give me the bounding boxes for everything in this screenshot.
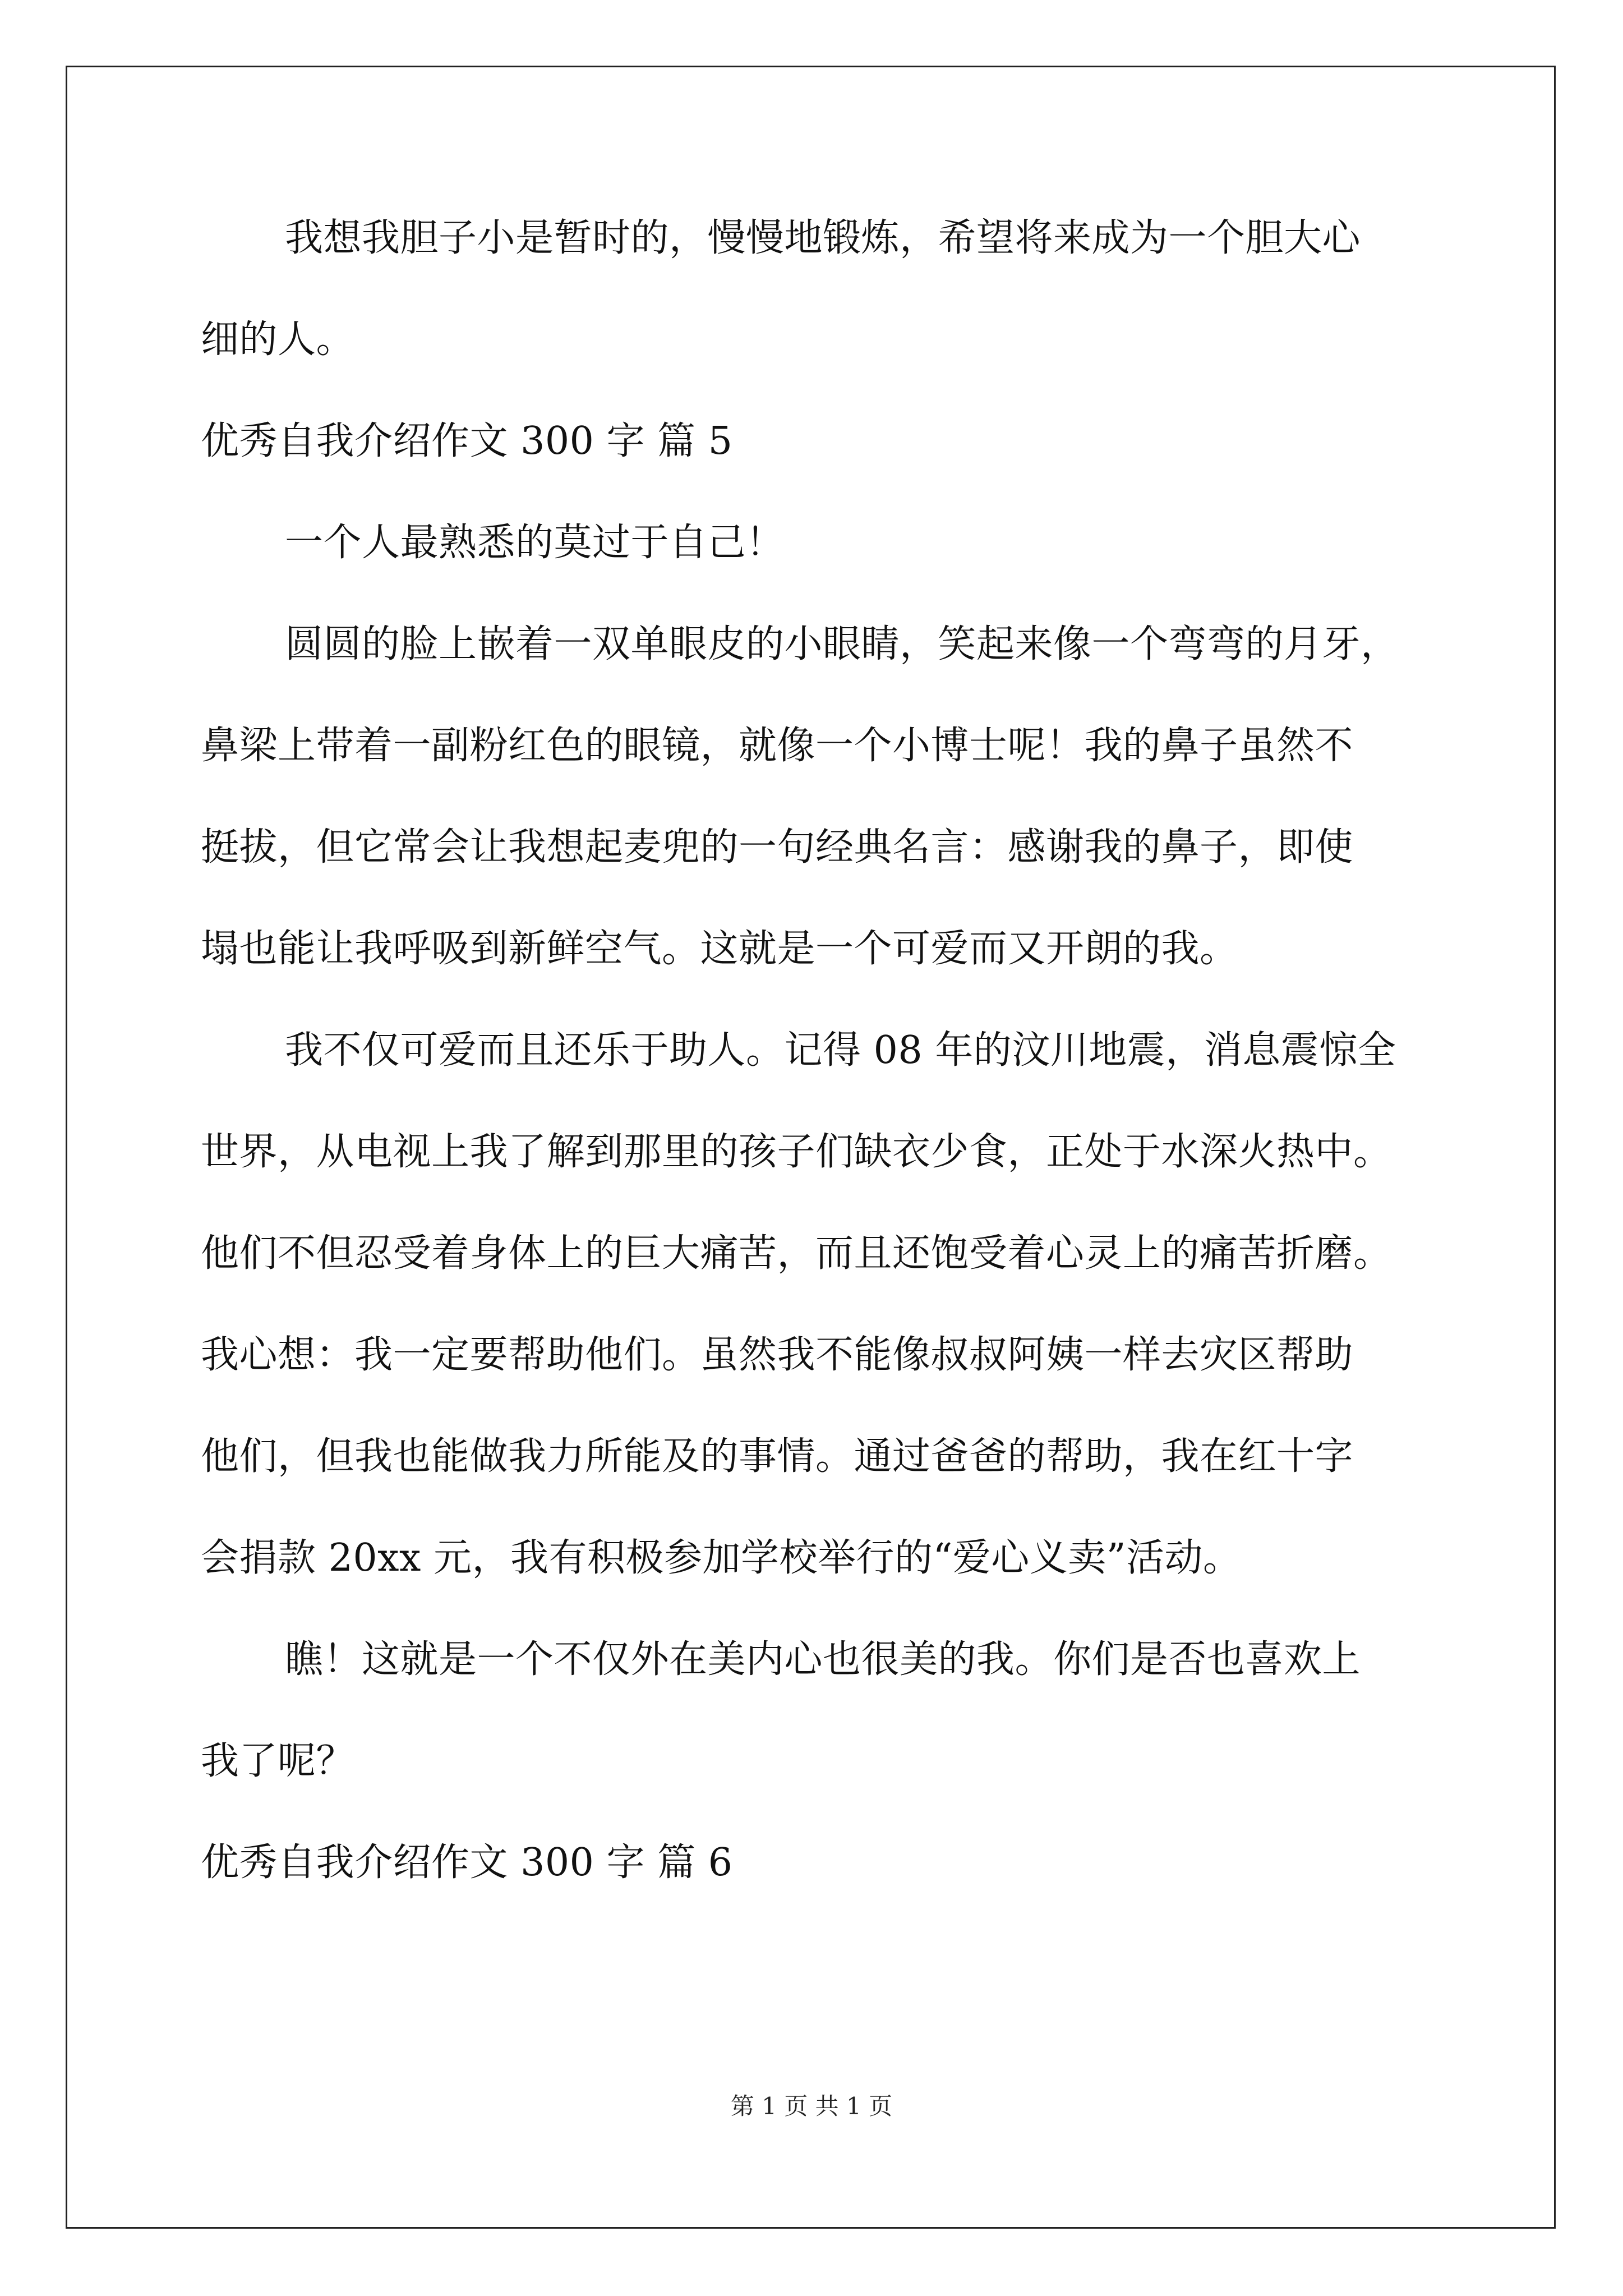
paragraph-line: 瞧！这就是一个不仅外在美内心也很美的我。你们是否也喜欢上 xyxy=(285,1637,1361,1682)
paragraph-line: 会捐款 20xx 元，我有积极参加学校举行的“爱心义卖”活动。 xyxy=(201,1536,1242,1580)
section-heading: 优秀自我介绍作文 300 字 篇 6 xyxy=(201,1841,733,1885)
paragraph-line: 圆圆的脸上嵌着一双单眼皮的小眼睛，笑起来像一个弯弯的月牙， xyxy=(285,622,1399,666)
paragraph-line: 他们，但我也能做我力所能及的事情。通过爸爸的帮助，我在红十字 xyxy=(201,1434,1354,1479)
paragraph-line: 我心想：我一定要帮助他们。虽然我不能像叔叔阿姨一样去灾区帮助 xyxy=(201,1333,1354,1377)
paragraph-line: 塌也能让我呼吸到新鲜空气。这就是一个可爱而又开朗的我。 xyxy=(201,927,1238,971)
paragraph-line: 我想我胆子小是暂时的，慢慢地锻炼，希望将来成为一个胆大心 xyxy=(285,216,1361,260)
paragraph-line: 他们不但忍受着身体上的巨大痛苦，而且还饱受着心灵上的痛苦折磨。 xyxy=(201,1231,1392,1276)
paragraph-line: 挺拔，但它常会让我想起麦兜的一句经典名言：感谢我的鼻子，即使 xyxy=(201,825,1354,869)
paragraph-line: 世界，从电视上我了解到那里的孩子们缺衣少食，正处于水深火热中。 xyxy=(201,1130,1392,1174)
paragraph-line: 我了呢？ xyxy=(201,1739,355,1783)
section-heading: 优秀自我介绍作文 300 字 篇 5 xyxy=(201,419,733,463)
paragraph-line: 一个人最熟悉的莫过于自己！ xyxy=(285,521,785,565)
paragraph-line: 鼻梁上带着一副粉红色的眼镜，就像一个小博士呢！我的鼻子虽然不 xyxy=(201,724,1354,768)
page-footer: 第 1 页 共 1 页 xyxy=(730,2092,893,2120)
paragraph-line: 细的人。 xyxy=(201,318,355,362)
paragraph-line: 我不仅可爱而且还乐于助人。记得 08 年的汶川地震，消息震惊全 xyxy=(285,1028,1396,1073)
